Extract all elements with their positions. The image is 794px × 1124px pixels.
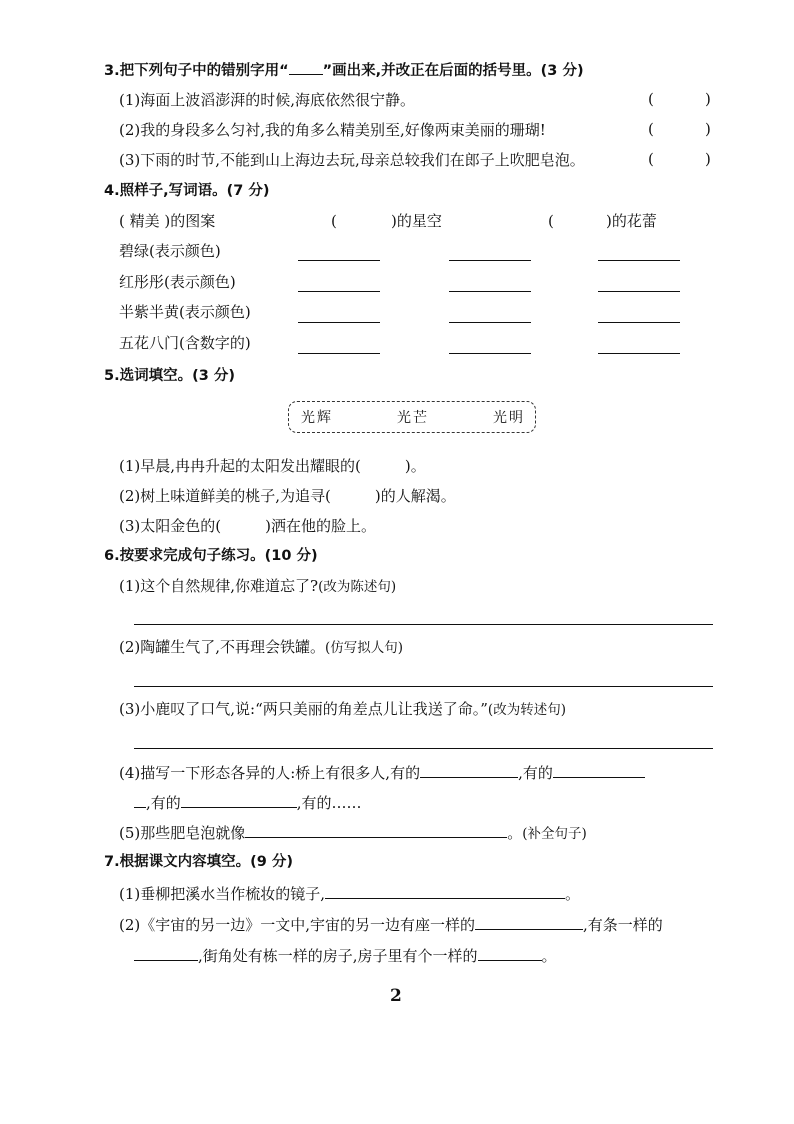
q3-answer-1-open: (	[648, 90, 654, 108]
q4-answer-line[interactable]	[598, 291, 680, 292]
q4-answer-line[interactable]	[298, 322, 380, 323]
q6-title: 6.按要求完成句子练习。(10 分)	[104, 548, 318, 564]
q6-fill-blank[interactable]	[553, 761, 645, 778]
q4-answer-line[interactable]	[449, 260, 531, 261]
q4-answer-line[interactable]	[298, 260, 380, 261]
q4-blank-3-open: (	[548, 212, 554, 230]
q5-title: 5.选词填空。(3 分)	[104, 368, 235, 384]
q4-row-1: 碧绿(表示颜色)	[119, 242, 221, 260]
word-bank-word: 光芒	[397, 410, 429, 426]
q6-fill-blank[interactable]	[245, 821, 507, 838]
q7-fill-blank[interactable]	[475, 913, 583, 930]
q7-sentence-1: (1)垂柳把溪水当作梳妆的镜子, 。	[119, 882, 580, 904]
q4-answer-line[interactable]	[449, 291, 531, 292]
q4-row-3: 半紫半黄(表示颜色)	[119, 303, 251, 321]
q4-answer-line[interactable]	[298, 291, 380, 292]
q6-sentence-5: (5)那些肥皂泡就像 。(补全句子)	[119, 821, 587, 844]
q3-answer-1-close: )	[705, 90, 711, 108]
q4-answer-line[interactable]	[598, 353, 680, 354]
q6-sentence-4-line-1: (4)描写一下形态各异的人:桥上有很多人,有的 ,有的	[119, 761, 645, 783]
q4-row-2: 红彤彤(表示颜色)	[119, 273, 236, 291]
q4-blank-2-open: (	[331, 212, 337, 230]
q3-item-1: (1)海面上波滔澎湃的时候,海底依然很宁静。	[119, 91, 416, 109]
word-bank-word: 光明	[493, 410, 525, 426]
q7-fill-blank[interactable]	[478, 944, 542, 961]
page-number: 2	[390, 986, 402, 1006]
q3-answer-2-close: )	[705, 120, 711, 138]
q7-fill-blank[interactable]	[325, 882, 565, 899]
q4-answer-line[interactable]	[598, 260, 680, 261]
q4-answer-line[interactable]	[449, 353, 531, 354]
q4-blank-2-close: )的星空	[391, 212, 442, 230]
q3-item-2: (2)我的身段多么匀衬,我的角多么精美别至,好像两束美丽的珊瑚!	[119, 121, 546, 139]
q5-item-1: (1)早晨,冉冉升起的太阳发出耀眼的( )。	[119, 457, 426, 475]
q6-fill-blank[interactable]	[181, 791, 297, 808]
q7-title: 7.根据课文内容填空。(9 分)	[104, 854, 293, 870]
q6-sentence-2: (2)陶罐生气了,不再理会铁罐。(仿写拟人句)	[119, 638, 404, 656]
q5-item-2: (2)树上味道鲜美的桃子,为追寻( )的人解渴。	[119, 487, 456, 505]
q3-item-3: (3)下雨的时节,不能到山上海边去玩,母亲总较我们在郎子上吹肥皂泡。	[119, 151, 585, 169]
q6-sentence-1: (1)这个自然规律,你难道忘了?(改为陈述句)	[119, 577, 397, 595]
q3-answer-3-open: (	[648, 150, 654, 168]
q5-item-3: (3)太阳金色的( )洒在他的脸上。	[119, 517, 376, 535]
q6-answer-line-1[interactable]	[134, 624, 713, 625]
q4-answer-line[interactable]	[449, 322, 531, 323]
word-bank-word: 光辉	[301, 410, 333, 426]
q4-example: ( 精美 )的图案	[119, 212, 216, 230]
q6-sentence-4-line-2: ,有的 ,有的……	[134, 791, 362, 813]
q6-answer-line-2[interactable]	[134, 686, 713, 687]
q7-fill-blank[interactable]	[134, 944, 198, 961]
q4-answer-line[interactable]	[598, 322, 680, 323]
q6-fill-blank[interactable]	[420, 761, 518, 778]
q3-title: 3.把下列句子中的错别字用“ ”画出来,并改正在后面的括号里。(3 分)	[104, 60, 584, 81]
q7-sentence-2-line-2: ,街角处有栋一样的房子,房子里有个一样的 。	[134, 944, 557, 966]
q4-title: 4.照样子,写词语。(7 分)	[104, 183, 270, 199]
q6-answer-line-3[interactable]	[134, 748, 713, 749]
q6-sentence-3: (3)小鹿叹了口气,说:“两只美丽的角差点儿让我送了命。”(改为转述句)	[119, 700, 566, 718]
q3-answer-3-close: )	[705, 150, 711, 168]
q3-answer-2-open: (	[648, 120, 654, 138]
q6-fill-blank[interactable]	[134, 791, 146, 808]
q4-blank-3-close: )的花蕾	[606, 212, 657, 230]
q4-row-4: 五花八门(含数字的)	[119, 334, 251, 352]
q4-answer-line[interactable]	[298, 353, 380, 354]
word-bank-box	[288, 401, 536, 433]
q7-sentence-2-line-1: (2)《宇宙的另一边》一文中,宇宙的另一边有座一样的 ,有条一样的	[119, 913, 663, 935]
